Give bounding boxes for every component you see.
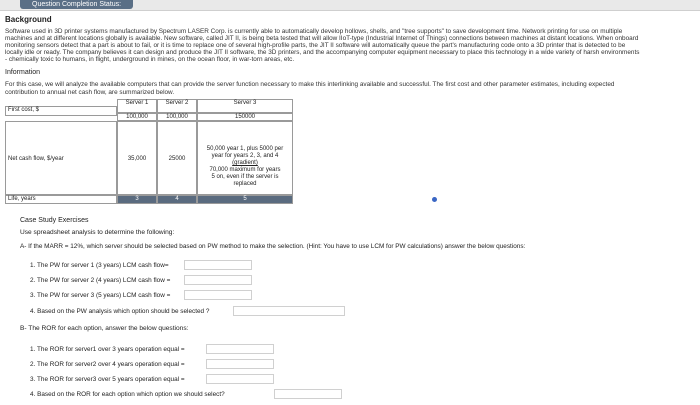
background-line: Software used in 3D printer systems manufactured by Spectrum LASER Corp. is currently able to automatically develop hollows, shells, and "tree supports" to save development time. Network printing for use on multiple [5,28,623,35]
question-a4 [30,308,209,315]
answer-field-b4[interactable] [274,389,342,399]
header-server-2: Server 2 [157,99,197,113]
row-label-life: Life, years [5,195,117,204]
background-line: locally idle or ready. The company believes it can design and produce the JIT II software, the 3D printers, and the accompanying computer equipment necessary to place this technology in a wide variety of harsh environments [5,49,640,56]
s3-cash-flow-line: 70,000 maximum for years [209,167,281,173]
blue-dot-icon [432,197,437,202]
answer-field-a2[interactable] [184,275,252,285]
background-line: - chemically toxic to humans, in flight, underground in mines, on the ocean floor, in war-torn areas, etc. [5,56,295,63]
server-parameter-table [5,99,295,204]
background-heading: Background [5,15,52,24]
question-a2 [30,277,170,284]
background-line: machines and at different locations globally is available. New software, called JIT II, is being beta tested that will allow IIoT-type (Industrial Internet of Things) connections between machines at distant locations. When onboard [5,35,639,42]
case-study-title: Case Study Exercises [20,217,89,224]
top-bar [0,0,700,11]
question-b1 [30,346,185,353]
s3-cash-flow-line: 5 on, even if the server is [211,174,279,180]
question-b4-label: 4. Based on the ROR for each option which option we should select? [30,391,225,398]
case-study-subtitle: Use spreadsheet analysis to determine the following: [20,229,175,236]
answer-field-a1[interactable] [184,260,252,270]
s3-cash-flow-line: (gradient) [232,160,258,166]
cell-cash-flow-s2: 25000 [157,121,197,195]
question-a3 [30,292,170,299]
information-line: contribution to annual net cash flow, are summarized below. [5,89,175,96]
cell-life-s1: 3 [117,195,157,204]
background-paragraph [5,28,695,63]
cell-life-s3: 5 [197,195,293,204]
question-b2 [30,361,185,368]
part-b-prompt: B- The ROR for each option, answer the below questions: [20,325,189,332]
header-server-3: Server 3 [197,99,293,113]
s3-cash-flow-line: year for years 2, 3, and 4 [211,153,279,159]
background-line: monitoring sensors detect that a part is about to fail, or it is time to replace one of several high-profile parts, the JIT II software will automatically queue the part's manufacturing code onto a 3D printer that is detected to be [5,42,626,49]
question-a1 [30,262,169,269]
answer-field-b2[interactable] [206,359,274,369]
row-label-net-cash-flow: Net cash flow, $/year [5,121,117,195]
question-b3 [30,376,185,383]
answer-field-b1[interactable] [206,344,274,354]
information-paragraph [5,81,695,97]
question-a3-label: 3. The PW for server 3 (5 years) LCM cash flow = [30,292,171,299]
information-line: For this case, we will analyze the available computers that can provide the server function necessary to make this interlinking available and successful. The first cost and other parameter estimates, including expected [5,81,615,88]
cell-first-cost-s3: 150000 [197,113,293,121]
information-heading: Information [5,69,41,76]
cell-life-s2: 4 [157,195,197,204]
question-a2-label: 2. The PW for server 2 (4 years) LCM cash flow = [30,277,171,284]
cell-first-cost-s2: 100,000 [157,113,197,121]
cell-cash-flow-s1: 35,000 [117,121,157,195]
question-b4 [30,391,225,398]
answer-field-a4[interactable] [233,306,345,316]
question-b3-label: 3. The ROR for server3 over 5 years operation equal = [30,376,185,383]
question-a1-label: 1. The PW for server 1 (3 years) LCM cash flow= [30,262,169,269]
header-server-1: Server 1 [117,99,157,113]
answer-field-a3[interactable] [184,290,252,300]
s3-cash-flow-line: 50,000 year 1, plus 5000 per [206,146,284,152]
question-b1-label: 1. The ROR for server1 over 3 years operation equal = [30,346,185,353]
question-b2-label: 2. The ROR for server2 over 4 years operation equal = [30,361,185,368]
completion-status-tab[interactable]: Question Completion Status: [20,0,133,9]
cell-first-cost-s1: 100,000 [117,113,157,121]
cell-cash-flow-s3 [197,121,293,195]
s3-cash-flow-line: replaced [233,181,257,187]
question-a4-label: 4. Based on the PW analysis which option should be selected ? [30,308,210,315]
part-a-prompt: A- If the MARR = 12%, which server should be selected based on PW method to make the selection. (Hint: You have to use LCM for PW calculations) answer the below questions: [20,243,526,250]
row-label-first-cost: First cost, $ [5,106,117,116]
answer-field-b3[interactable] [206,374,274,384]
